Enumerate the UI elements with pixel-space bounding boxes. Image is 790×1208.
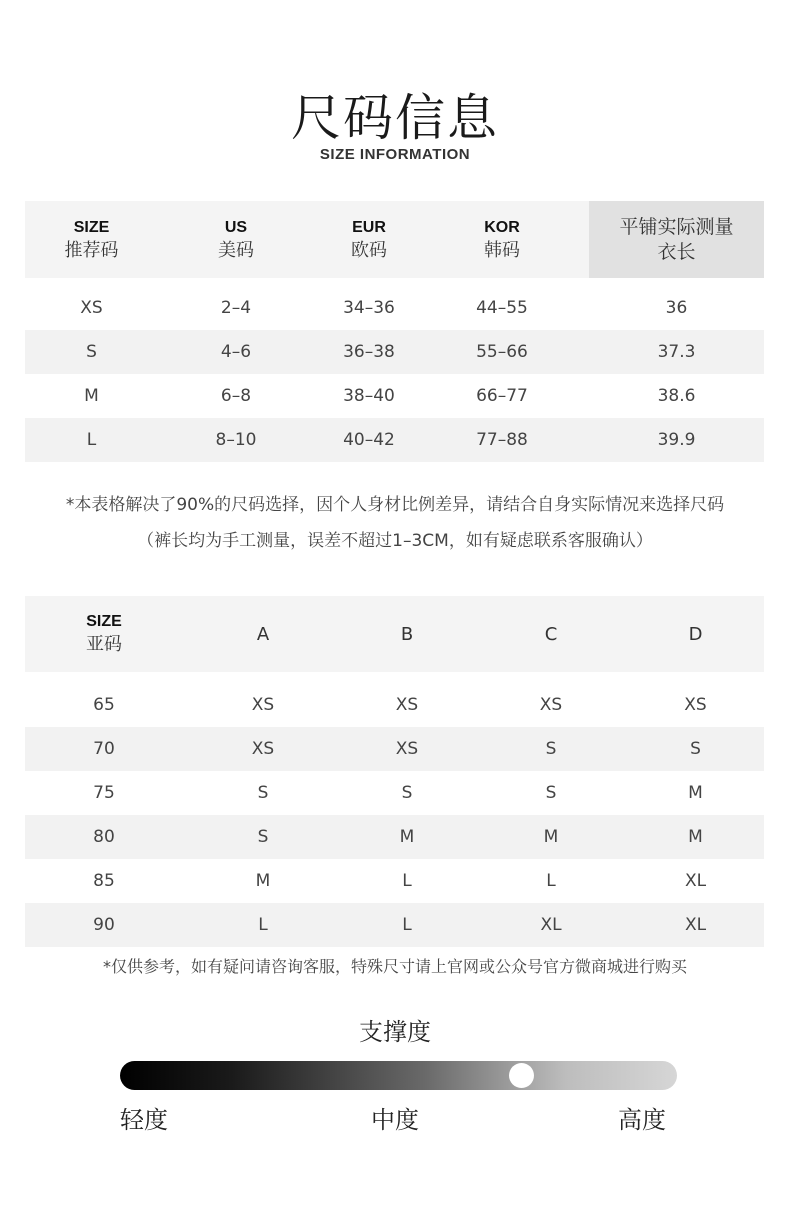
table-cell: 70 (93, 739, 115, 759)
table-cell: M (399, 827, 415, 847)
size-note: *本表格解决了90%的尺码选择，因个人身材比例差异，请结合自身实际情况来选择尺码 (65, 495, 725, 515)
table-cell: S (257, 783, 269, 803)
asia-size-table (25, 596, 764, 947)
table-cell: 4–6 (220, 342, 252, 362)
table-cell: M (84, 386, 99, 406)
table-cell: XL (684, 871, 707, 891)
header-us-cn: 美码 (218, 239, 254, 261)
table-cell: 34–36 (343, 298, 395, 318)
header-us (158, 201, 314, 278)
table-cell: 39.9 (657, 430, 696, 450)
table-cell: L (86, 430, 97, 450)
table-cell: 36–38 (343, 342, 395, 362)
table-cell: XS (539, 695, 563, 715)
table-cell: L (546, 871, 556, 891)
table-cell: XS (395, 739, 419, 759)
page-title: 尺码信息 (291, 89, 499, 147)
header-cup-d (631, 596, 760, 672)
table-cell: L (258, 915, 268, 935)
table-cell: XS (80, 298, 103, 318)
table-cell: S (690, 739, 701, 759)
measure-note: （裤长均为手工测量，误差不超过1–3CM，如有疑虑联系客服确认） (137, 531, 653, 551)
header-length (589, 201, 764, 278)
table-cell: 2–4 (220, 298, 252, 318)
table-cell: M (688, 827, 703, 847)
asia-table-header (25, 596, 764, 672)
header-length-line1: 平铺实际测量 (619, 215, 734, 238)
header-kor (424, 201, 580, 278)
table-cell: 85 (93, 871, 115, 891)
header-size-cn: 推荐码 (64, 239, 119, 261)
header-asia-size (25, 596, 183, 672)
support-title: 支撑度 (359, 1018, 431, 1046)
table-cell: M (255, 871, 271, 891)
header-size-en: SIZE (73, 218, 110, 236)
table-row (25, 683, 764, 727)
table-row (25, 286, 764, 330)
table-cell: M (543, 827, 559, 847)
header-length-line2: 衣长 (657, 240, 696, 263)
header-kor-cn: 韩码 (484, 239, 520, 261)
header-eur (314, 201, 424, 278)
size-table-body (25, 286, 764, 462)
header-asia-size-en: SIZE (86, 613, 122, 630)
header-cup-d-label: D (688, 623, 703, 645)
table-row (25, 727, 764, 771)
table-cell: 8–10 (215, 430, 257, 450)
table-row (25, 374, 764, 418)
support-level-light: 轻度 (120, 1106, 168, 1134)
header-kor-en: KOR (484, 218, 520, 236)
header-cup-c (471, 596, 631, 672)
asia-table-body (25, 683, 764, 947)
reference-note: *仅供参考，如有疑问请咨询客服，特殊尺寸请上官网或公众号官方微商城进行购买 (102, 957, 687, 976)
table-row (25, 418, 764, 462)
table-cell: S (545, 783, 557, 803)
table-cell: XS (395, 695, 419, 715)
support-level-medium: 中度 (371, 1106, 419, 1134)
header-cup-c-label: C (544, 623, 558, 645)
table-cell: 6–8 (220, 386, 252, 406)
table-cell: M (688, 783, 703, 803)
table-cell: S (257, 827, 269, 847)
header-us-en: US (224, 218, 248, 236)
table-cell: 37.3 (657, 342, 696, 362)
table-cell: L (402, 871, 412, 891)
table-cell: XL (540, 915, 562, 935)
table-cell: XS (251, 739, 275, 759)
table-cell: 75 (93, 783, 115, 803)
table-cell: 66–77 (476, 386, 528, 406)
page-subtitle: SIZE INFORMATION (319, 146, 471, 163)
header-asia-size-cn: 亚码 (86, 634, 122, 655)
table-cell: 38.6 (657, 386, 696, 406)
table-cell: L (402, 915, 412, 935)
table-row (25, 815, 764, 859)
header-eur-en: EUR (352, 218, 386, 236)
table-cell: 38–40 (343, 386, 395, 406)
header-cup-a-label: A (256, 623, 270, 645)
support-indicator (509, 1063, 534, 1088)
table-cell: XL (684, 915, 707, 935)
header-cup-b (343, 596, 471, 672)
table-cell: S (545, 739, 557, 759)
table-cell: 77–88 (476, 430, 528, 450)
table-cell: S (401, 783, 413, 803)
size-table-header (25, 201, 764, 278)
table-row (25, 330, 764, 374)
support-level-high: 高度 (618, 1106, 666, 1134)
table-cell: XS (251, 695, 275, 715)
table-cell: 90 (93, 915, 115, 935)
header-size (25, 201, 158, 278)
header-cup-a (183, 596, 343, 672)
table-row (25, 859, 764, 903)
header-cup-b-label: B (400, 623, 414, 645)
header-eur-cn: 欧码 (351, 239, 387, 261)
table-cell: 80 (93, 827, 115, 847)
table-row (25, 903, 764, 947)
size-table (25, 201, 764, 462)
table-cell: 40–42 (343, 430, 395, 450)
table-row (25, 771, 764, 815)
table-cell: 44–55 (476, 298, 528, 318)
table-cell: 55–66 (476, 342, 528, 362)
table-cell: 36 (665, 298, 688, 318)
support-bar (120, 1061, 677, 1090)
table-cell: 65 (93, 695, 115, 715)
table-cell: XS (684, 695, 707, 715)
table-cell: S (86, 342, 97, 362)
